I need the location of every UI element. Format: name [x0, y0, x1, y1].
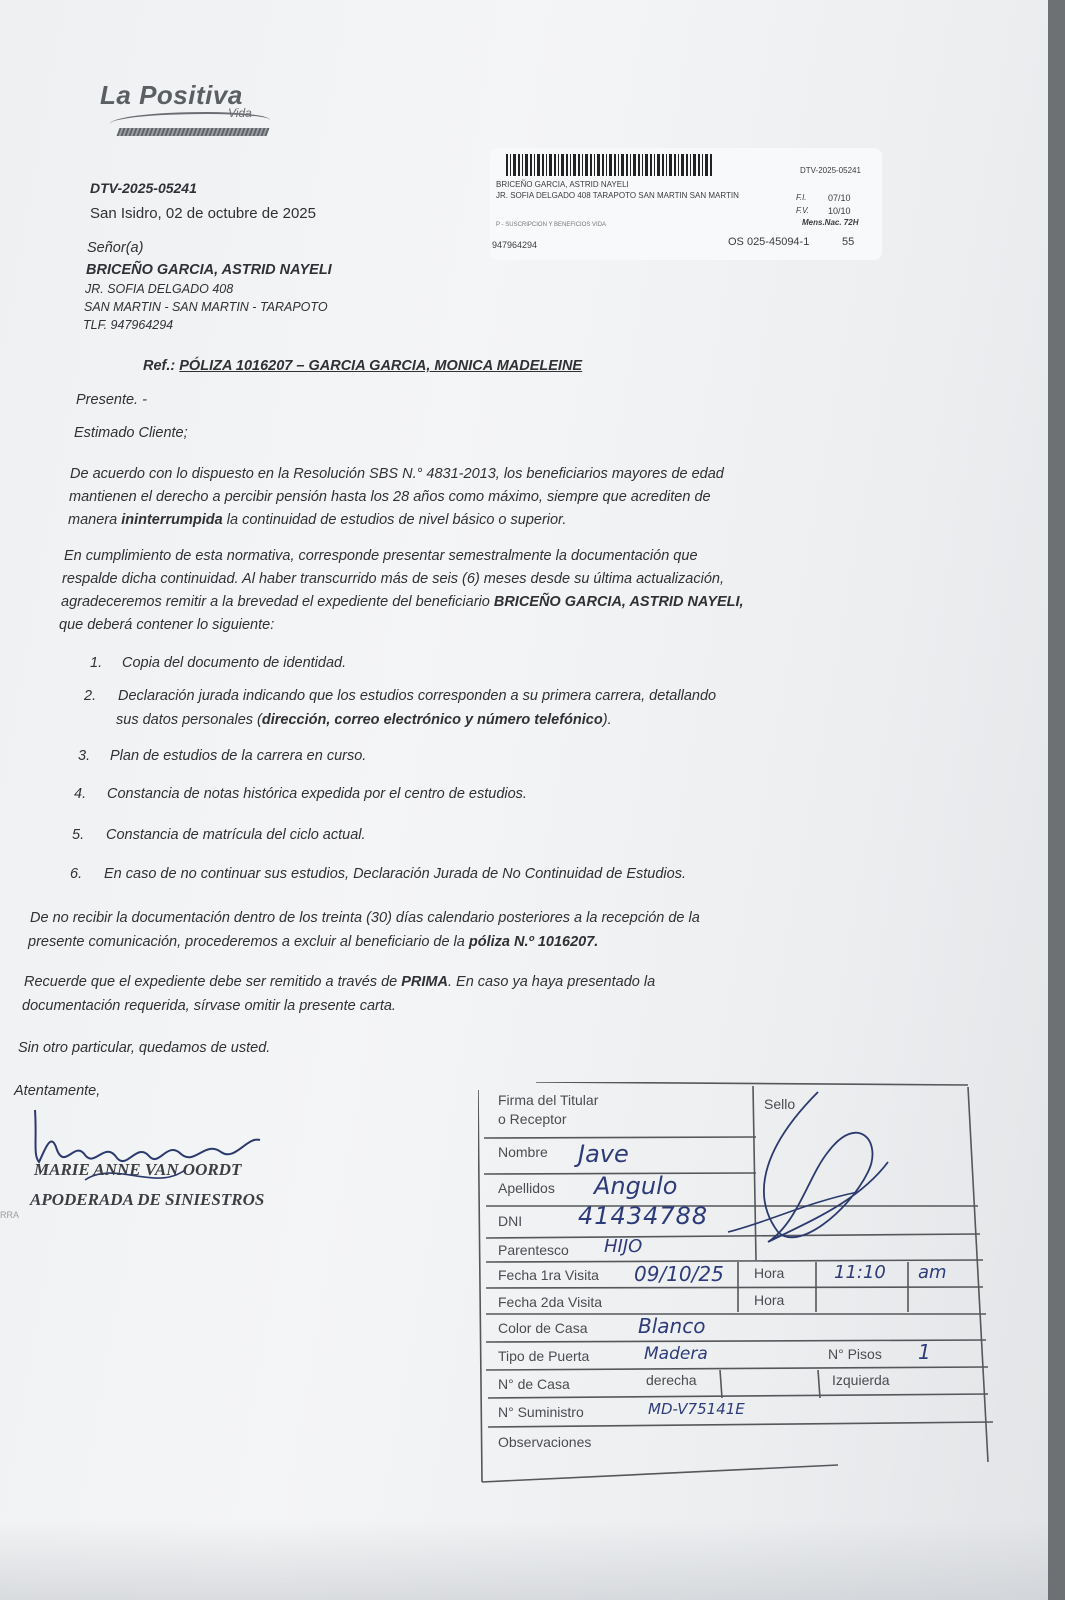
- stub-address: JR. SOFIA DELGADO 408 TARAPOTO SAN MARTIN SAN MARTIN: [496, 191, 739, 200]
- stub-name: BRICEÑO GARCIA, ASTRID NAYELI: [496, 180, 629, 189]
- list-item-2-b: dirección, correo electrónico y número telefónico: [261, 712, 603, 728]
- stub-num: 55: [842, 236, 855, 248]
- hw-fecha1: 09/10/25: [634, 1262, 724, 1286]
- hw-parentesco: HIJO: [604, 1236, 643, 1257]
- hw-dni: 41434788: [578, 1202, 709, 1230]
- para1-text: manera: [68, 512, 118, 528]
- list-item-5: Constancia de matrícula del ciclo actual.: [106, 827, 366, 843]
- recipient-phone: TLF. 947964294: [83, 318, 174, 332]
- label-tipo: Tipo de Puerta: [498, 1348, 590, 1364]
- list-item-2: Declaración jurada indicando que los estudios corresponden a su primera carrera, detallando: [118, 688, 717, 704]
- logo-name: La Positiva: [100, 80, 243, 110]
- label-fecha2: Fecha 2da Visita: [498, 1294, 603, 1310]
- stub-fv-label: F.V.: [796, 206, 810, 215]
- list-num-1: 1.: [90, 655, 103, 671]
- para3-text: presente comunicación, procederemos a excluir al beneficiario de la: [28, 934, 465, 950]
- label-nombre: Nombre: [498, 1144, 548, 1160]
- label-hora: Hora: [754, 1265, 785, 1281]
- label-receptor: o Receptor: [498, 1111, 567, 1127]
- logo-bar: [117, 128, 270, 136]
- list-num-3: 3.: [78, 748, 91, 764]
- para2-line1: En cumplimiento de esta normativa, corresponde presentar semestralmente la documentación que: [64, 548, 698, 564]
- label-parentesco: Parentesco: [498, 1242, 569, 1258]
- hw-apellidos: Angulo: [594, 1172, 678, 1200]
- recipient-address1: JR. SOFIA DELGADO 408: [85, 282, 234, 296]
- list-num-5: 5.: [72, 827, 85, 843]
- stub-type: P - SUSCRIPCION Y BENEFICIOS VIDA: [496, 222, 607, 228]
- para1-line3: [68, 512, 566, 528]
- para2-bold: BRICEÑO GARCIA, ASTRID NAYELI,: [493, 594, 744, 610]
- para1-text-end: la continuidad de estudios de nivel básico o superior.: [226, 512, 567, 528]
- stub-phone: 947964294: [492, 240, 538, 250]
- stamp-signature: [708, 1082, 908, 1262]
- hw-pisos: 1: [918, 1340, 931, 1364]
- list-item-1: Copia del documento de identidad.: [122, 655, 347, 671]
- letter-code: DTV-2025-05241: [90, 180, 197, 196]
- stub-fi: 07/10: [828, 193, 851, 203]
- reference: [143, 358, 582, 374]
- label-fecha1: Fecha 1ra Visita: [498, 1267, 599, 1283]
- list-num-6: 6.: [70, 866, 83, 882]
- list-item-3: Plan de estudios de la carrera en curso.: [110, 748, 367, 764]
- list-item-2-c: ).: [602, 712, 612, 728]
- para4-line2: documentación requerida, sírvase omitir la presente carta.: [22, 998, 396, 1014]
- para4-line1: [24, 974, 655, 990]
- para2-text: agradeceremos remitir a la brevedad el expediente del beneficiario: [61, 594, 490, 610]
- signatory-name: MARIE ANNE VAN OORDT: [34, 1160, 242, 1179]
- company-logo: [100, 80, 252, 120]
- label-suministro: N° Suministro: [498, 1404, 584, 1420]
- para1-line2: mantienen el derecho a percibir pensión hasta los 28 años como máximo, siempre que acrediten de: [69, 489, 711, 505]
- photo-shadow: [0, 1520, 1048, 1600]
- presente: Presente. -: [76, 392, 147, 408]
- label-dni: DNI: [498, 1213, 523, 1229]
- hw-color: Blanco: [638, 1314, 706, 1338]
- list-item-6: En caso de no continuar sus estudios, Declaración Jurada de No Continuidad de Estudios.: [104, 866, 686, 882]
- hw-nombre: Jave: [578, 1140, 629, 1168]
- label-apellidos: Apellidos: [498, 1180, 555, 1196]
- label-color: Color de Casa: [498, 1320, 588, 1336]
- delivery-stub: [490, 148, 882, 260]
- signature-scribble: [25, 1100, 275, 1200]
- para4-bold: PRIMA: [401, 974, 448, 990]
- label-observaciones: Observaciones: [498, 1434, 592, 1450]
- para1-bold: ininterrumpida: [121, 512, 223, 528]
- barcode: [506, 154, 714, 176]
- para2-line2: respalde dicha continuidad. Al haber transcurrido más de seis (6) meses desde su última actualización,: [62, 571, 724, 587]
- recipient-name: BRICEÑO GARCIA, ASTRID NAYELI: [86, 262, 332, 278]
- label-derecha: derecha: [646, 1372, 697, 1388]
- para3-bold: póliza N.º 1016207.: [468, 934, 599, 950]
- para4-text: Recuerde que el expediente debe ser remitido a través de: [24, 974, 398, 990]
- stub-mens: Mens.Nac. 72H: [802, 218, 859, 227]
- visit-form: [478, 1082, 998, 1492]
- list-item-2-a: sus datos personales (: [116, 712, 262, 728]
- label-firma: Firma del Titular: [498, 1092, 599, 1108]
- list-num-2: 2.: [84, 688, 97, 704]
- logo-sub: Vida: [228, 106, 252, 120]
- stub-os: OS 025-45094-1: [728, 236, 810, 248]
- hw-ampm: am: [918, 1262, 947, 1283]
- label-izquierda: Izquierda: [832, 1372, 890, 1388]
- initials: RRA: [0, 1210, 20, 1220]
- label-hora2: Hora: [754, 1292, 785, 1308]
- list-item-2-line2: [116, 712, 612, 728]
- para3-line2: [28, 934, 598, 950]
- signatory-title: APODERADA DE SINIESTROS: [30, 1190, 265, 1209]
- ref-text: PÓLIZA 1016207 – GARCIA GARCIA, MONICA MADELEINE: [179, 358, 583, 374]
- para4-text-end: . En caso ya haya presentado la: [447, 974, 656, 990]
- recipient-address2: SAN MARTIN - SAN MARTIN - TARAPOTO: [84, 300, 328, 314]
- greeting: Estimado Cliente;: [74, 425, 188, 441]
- list-item-4: Constancia de notas histórica expedida por el centro de estudios.: [107, 786, 527, 802]
- salutation: Señor(a): [87, 240, 144, 256]
- atentamente: Atentamente,: [14, 1083, 101, 1099]
- stub-fi-label: F.I.: [796, 193, 807, 202]
- para2-line3: [61, 594, 744, 610]
- hw-tipo: Madera: [644, 1344, 708, 1364]
- stub-code: DTV-2025-05241: [800, 166, 861, 175]
- stub-fv: 10/10: [828, 206, 851, 216]
- label-casa: N° de Casa: [498, 1376, 570, 1392]
- letter-date: San Isidro, 02 de octubre de 2025: [90, 205, 316, 222]
- page-edge: [1048, 0, 1065, 1600]
- ref-label: Ref.:: [143, 358, 176, 374]
- hw-suministro: MD-V75141E: [648, 1400, 745, 1418]
- hw-hora1: 11:10: [834, 1262, 886, 1283]
- para3-line1: De no recibir la documentación dentro de los treinta (30) días calendario posteriores a la recepción de la: [30, 910, 700, 926]
- list-num-4: 4.: [74, 786, 87, 802]
- closing: Sin otro particular, quedamos de usted.: [18, 1040, 271, 1056]
- label-sello: Sello: [764, 1096, 796, 1112]
- label-pisos: N° Pisos: [828, 1346, 882, 1362]
- para1-line1: De acuerdo con lo dispuesto en la Resolución SBS N.° 4831-2013, los beneficiarios mayores de edad: [70, 466, 724, 482]
- para2-line4: que deberá contener lo siguiente:: [59, 617, 275, 633]
